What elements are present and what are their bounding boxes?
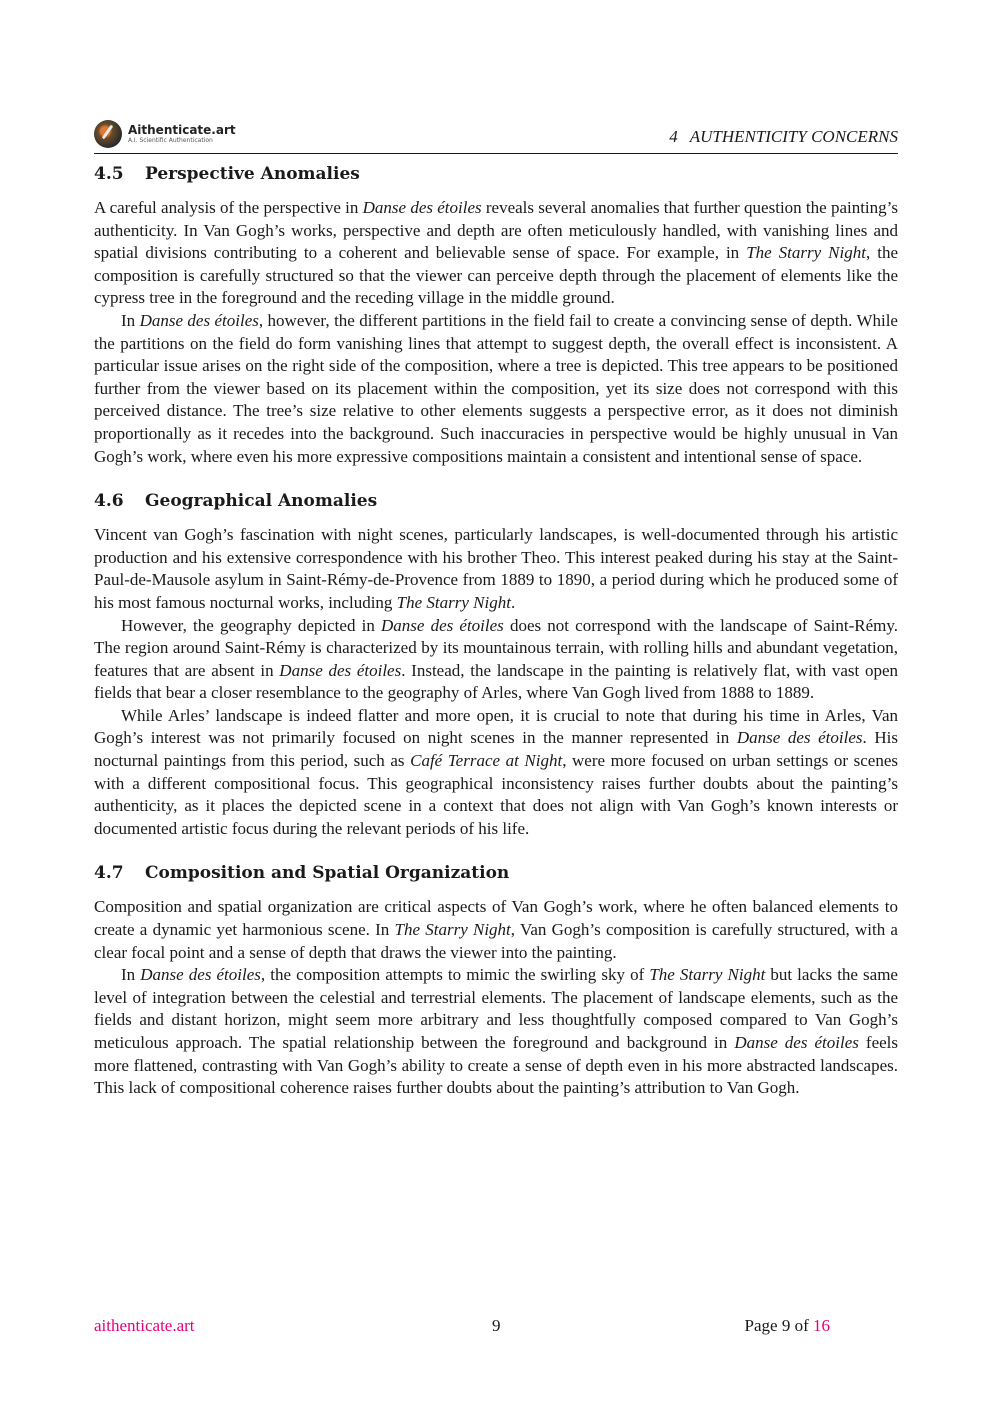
section — [94, 860, 898, 1099]
section — [94, 488, 898, 840]
section-title: Geographical Anomalies — [145, 491, 378, 512]
artwork-title: The Starry Night — [746, 243, 866, 263]
artwork-title: The Starry Night — [394, 920, 511, 940]
section-number: 4.5 — [94, 164, 124, 184]
paragraph: While Arles’ landscape is indeed flatter and more open, it is crucial to note that during his time in Arles, Van Gogh’s interest was not primarily focused on night scenes in the manner represented in Danse des étoiles. His nocturnal paintings from this period, such as Café Terrace at Night, were more focused on urban settings or scenes with a different compositional focus. This geographical inconsistency raises further doubts about the painting’s authenticity, as it places the depicted scene in a context that does not align with Van Gogh’s known interests or documented artistic focus during the relevant periods of his life. — [94, 705, 898, 838]
header-rule — [94, 153, 898, 154]
footer-page-number: 9 — [492, 1316, 501, 1335]
aithenticate-logo-icon — [94, 120, 122, 148]
artwork-title: Danse des étoiles — [140, 965, 261, 985]
page-header — [94, 117, 898, 153]
artwork-title: The Starry Night — [396, 592, 511, 612]
section-heading — [94, 161, 898, 187]
artwork-title: The Starry Night — [649, 965, 766, 985]
artwork-title: Danse des étoiles — [736, 728, 863, 748]
section-heading — [94, 860, 898, 886]
main-content — [94, 161, 898, 1120]
section-number: 4.6 — [94, 491, 124, 512]
artwork-title: Café Terrace at Night — [410, 751, 563, 771]
paragraph: In Danse des étoiles, the composition attempts to mimic the swirling sky of The Starry Night but lacks the same level of integration between the celestial and terrestrial elements. The placement of landscape elements, such as the fields and distant horizon, might seem more arbitrary and less thoughtfully composed compared to Van Gogh’s meticulous approach. The spatial relationship between the foreground and background in Danse des étoiles feels more flattened, contrasting with Van Gogh’s ability to create a sense of depth even in his more abstracted landscapes. This lack of compositional coherence raises further doubts about the painting’s attribution to Van Gogh. — [94, 965, 899, 1098]
footer-page-count — [745, 1316, 830, 1336]
paragraph: In Danse des étoiles, however, the different partitions in the field fail to create a convincing sense of depth. While the partitions on the field do form vanishing lines that attempt to suggest depth, the overall effect is inconsistent. A particular issue arises on the right side of the composition, where a tree is depicted. This tree appears to be positioned further from the viewer based on its placement within the composition, yet its size does not correspond with this perceived distance. The tree’s size relative to other elements suggests a perspective error, as it does not diminish proportionally as it recedes into the background. Such inaccuracies in perspective would be highly unusual in Van Gogh’s work, where even his more expressive compositions maintain a consistent and intentional sense of space. — [94, 310, 898, 466]
section-number: 4.7 — [94, 863, 124, 884]
running-head-title: AUTHENTICITY CONCERNS — [689, 127, 898, 146]
footer-page-label: Page 9 of — [744, 1316, 813, 1335]
artwork-title: Danse des étoiles — [139, 310, 259, 330]
artwork-title: Danse des étoiles — [362, 198, 482, 217]
paragraph: A careful analysis of the perspective in Danse des étoiles reveals several anomalies that further question the painting’s authenticity. In Van Gogh’s works, perspective and depth are often meticulously handled, with vanishing lines and spatial divisions contributing to a coherent and believable sense of space. For example, in The Starry Night, the composition is carefully structured so that the viewer can perceive depth through the placement of elements like the cypress tree in the foreground and the receding village in the middle ground. — [94, 198, 898, 308]
section — [94, 161, 898, 468]
artwork-title: Danse des étoiles — [734, 1033, 859, 1052]
section-title: Composition and Spatial Organization — [145, 863, 510, 884]
paragraph: Vincent van Gogh’s fascination with night scenes, particularly landscapes, is well-documented through his artistic production and his extensive correspondence with his brother Theo. This interest peaked during his stay at the Saint-Paul-de-Mausole asylum in Saint-Rémy-de-Provence from 1889 to 1890, a period during which he produced some of his most famous nocturnal works, including The Starry Night. — [94, 525, 898, 612]
paragraph: Composition and spatial organization are critical aspects of Van Gogh’s work, where he often balanced elements to create a dynamic yet harmonious scene. In The Starry Night, Van Gogh’s composition is carefully structured, with a clear focal point and a sense of depth that draws the viewer into the painting. — [94, 897, 898, 962]
footer-total-pages[interactable]: 16 — [813, 1316, 830, 1335]
paragraph: However, the geography depicted in Danse des étoiles does not correspond with the landscape of Saint-Rémy. The region around Saint-Rémy is characterized by its mountainous terrain, with rolling hills and abundant vegetation, features that are absent in Danse des étoiles. Instead, the landscape in the painting is relatively flat, with vast open fields that bear a closer resemblance to the geography of Arles, where Van Gogh lived from 1888 to 1889. — [94, 615, 899, 703]
footer-site-link[interactable]: aithenticate.art — [94, 1316, 195, 1335]
running-head-number: 4 — [669, 127, 678, 146]
artwork-title: Danse des étoiles — [279, 660, 402, 680]
page-footer — [94, 1316, 898, 1338]
section-heading — [94, 488, 898, 514]
section-title: Perspective Anomalies — [145, 164, 360, 184]
artwork-title: Danse des étoiles — [381, 615, 504, 635]
logo-name: Aithenticate.art — [128, 123, 236, 137]
logo — [94, 120, 236, 148]
logo-tagline: A.I. Scientific Authentication — [128, 137, 213, 144]
running-head — [669, 127, 898, 147]
